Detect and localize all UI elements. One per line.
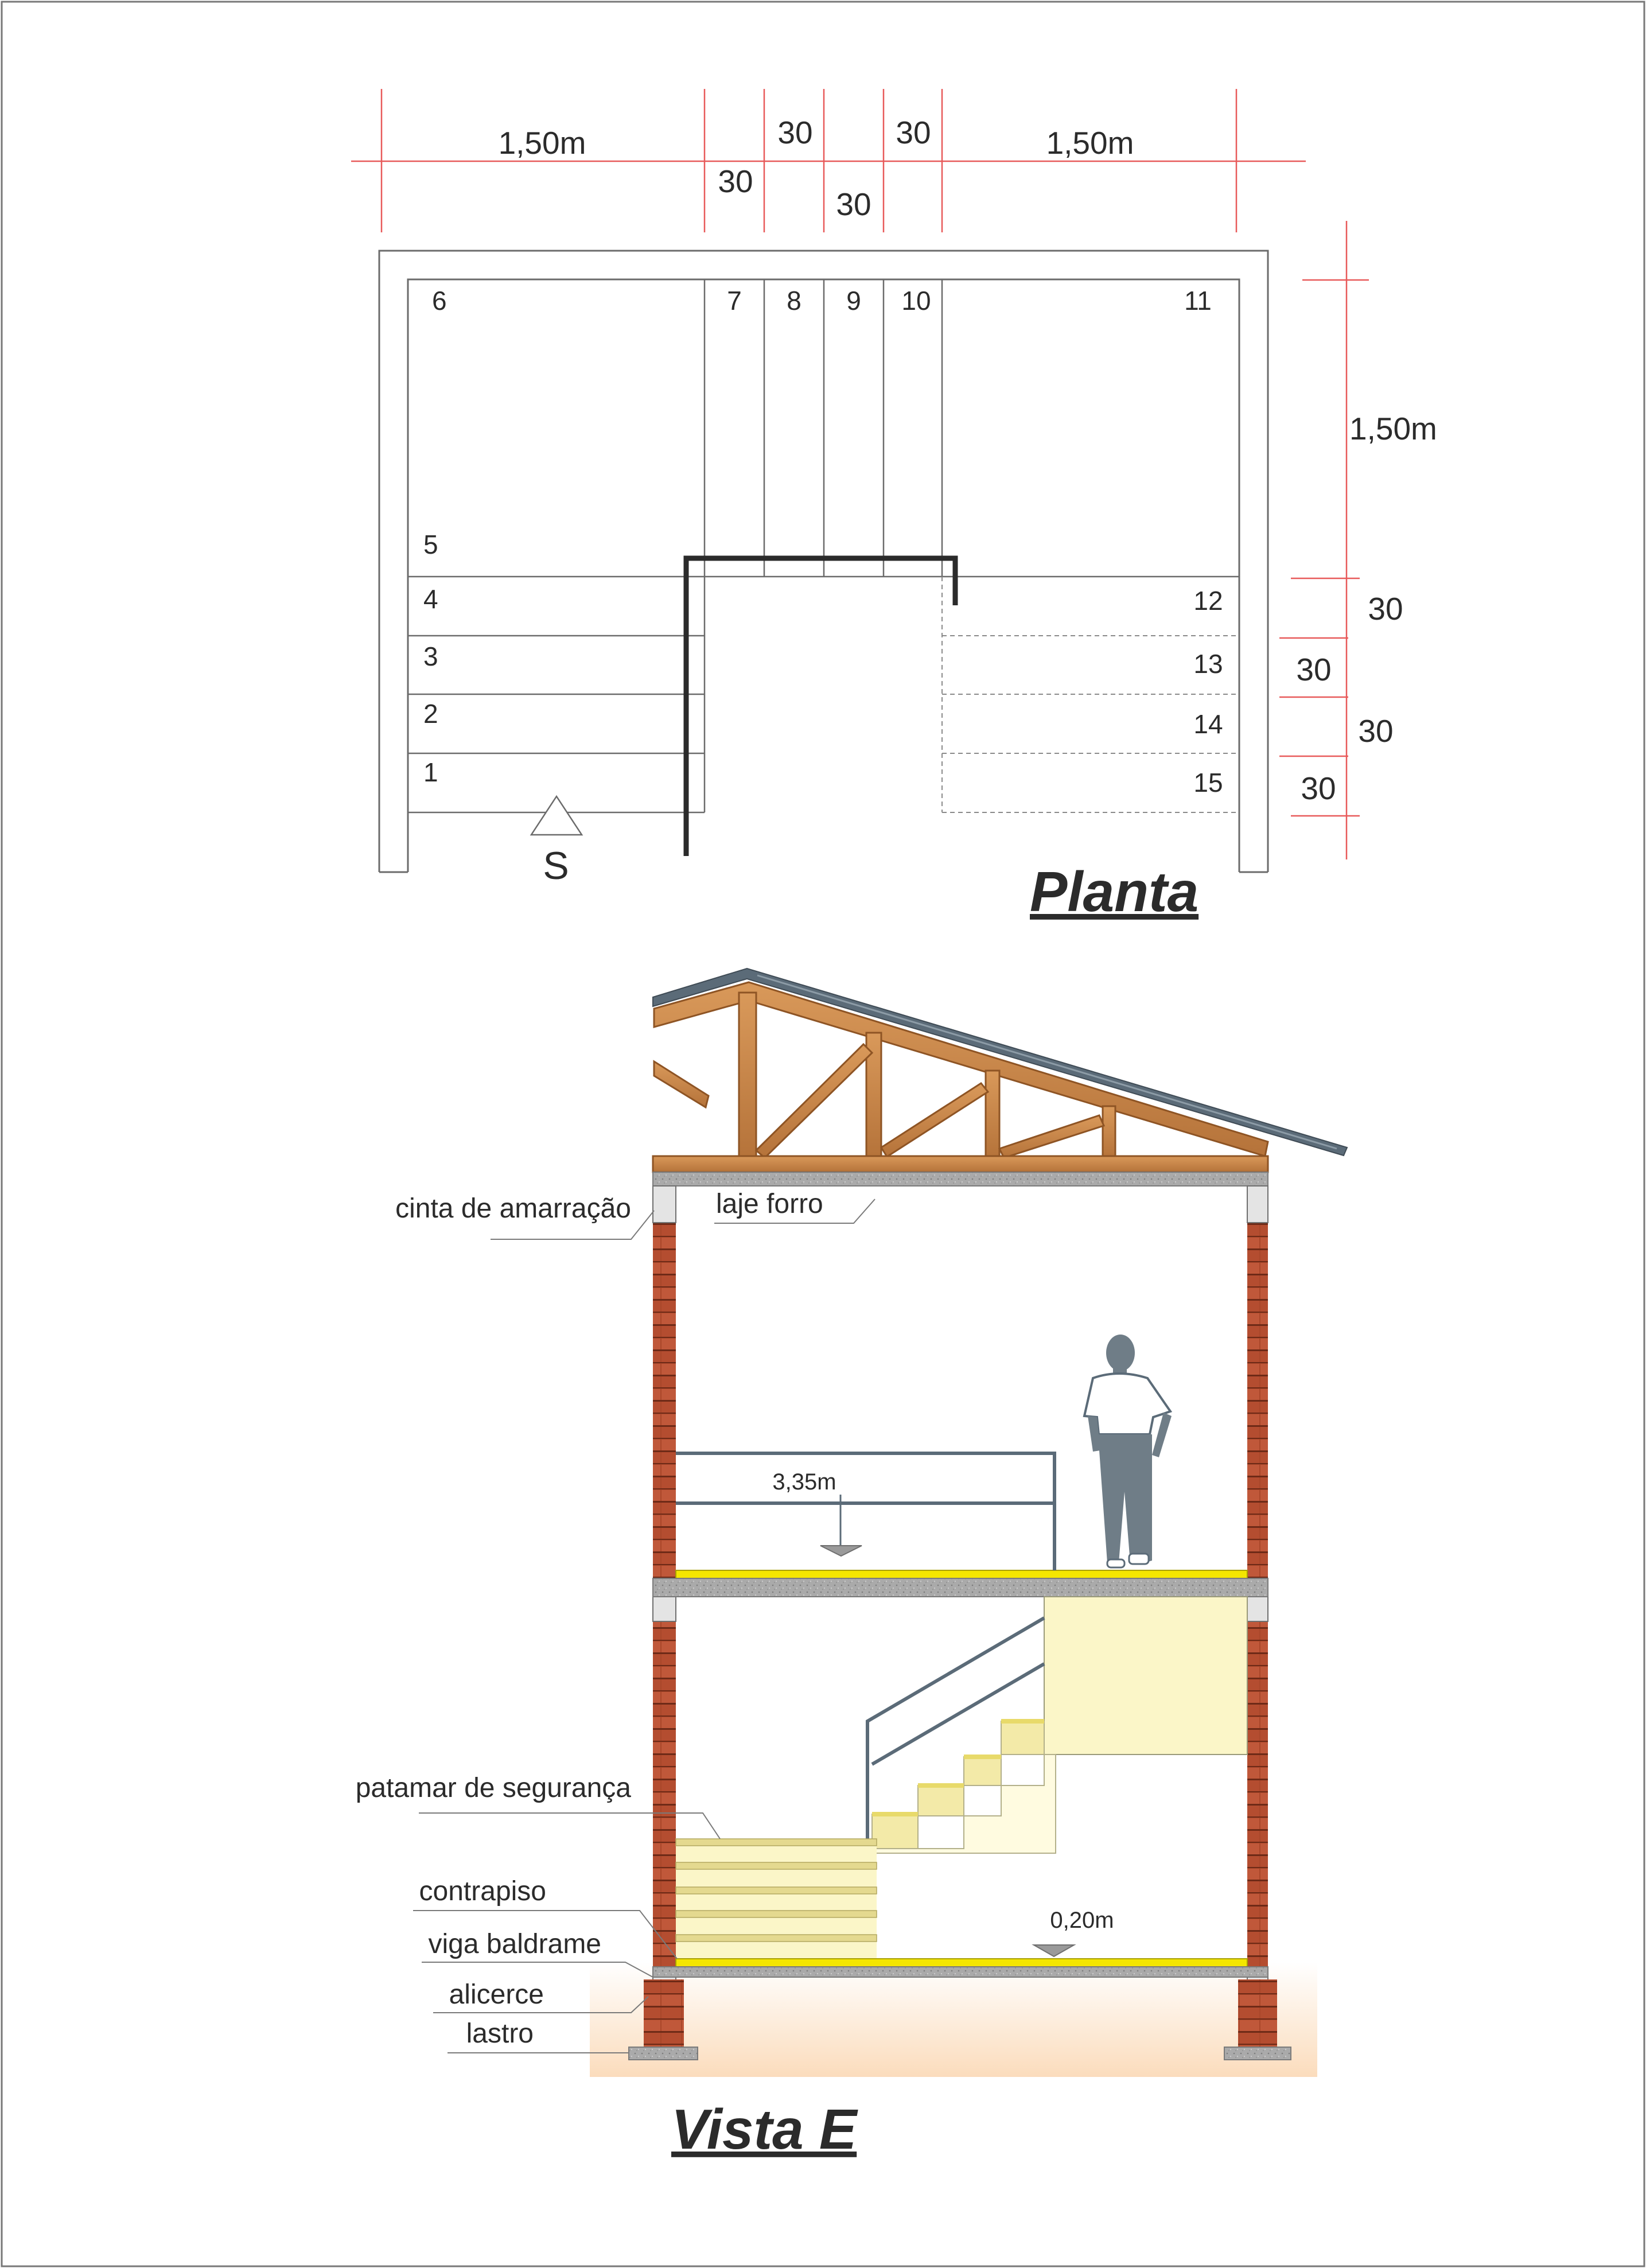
dim-right-height: 1,50m [1349,411,1437,446]
wall-left-upper [653,1186,676,1588]
step-number-8: 8 [787,286,801,316]
step-number-11: 11 [1184,286,1212,316]
step-number-7: 7 [727,286,742,316]
person-figure [1084,1335,1172,1567]
safety-landing [676,1839,877,1964]
upper-landing-block [1044,1597,1247,1755]
step-number-2: 2 [423,699,438,729]
upper-guardrail [676,1453,1054,1570]
step-number-15: 15 [1193,768,1223,798]
dim-top-left: 1,50m [498,125,586,161]
step-number-9: 9 [846,286,861,316]
step-number-1: 1 [423,757,438,787]
roof-ridges [757,975,1337,1149]
level-upper-label: 3,35m [772,1469,836,1495]
label-viga-baldrame: viga baldrame [428,1929,601,1959]
step-number-12: 12 [1193,586,1223,616]
dim-right-d: 30 [1301,771,1336,806]
upper-floor-slab [653,1578,1268,1597]
ceiling-slab [653,1172,1268,1186]
step-number-5: 5 [423,530,438,559]
step-number-14: 14 [1193,709,1223,739]
label-cinta-de-amarracao: cinta de amarração [395,1193,631,1224]
dim-top-right: 1,50m [1046,125,1134,161]
label-patamar-de-seguranca: patamar de segurança [355,1773,631,1803]
entrance-arrow-icon [531,796,582,835]
plan-handrail [686,558,955,856]
step-number-6: 6 [432,286,447,316]
entrance-label: S [543,844,569,888]
dim-step-a: 30 [718,164,753,199]
upper-floor-finish [676,1570,1247,1578]
step-number-13: 13 [1193,649,1223,679]
dim-step-b: 30 [777,115,813,150]
level-lower-label: 0,20m [1050,1908,1114,1933]
step-number-3: 3 [423,641,438,671]
ground-floor-finish [676,1959,1247,1967]
wall-right-lower [1247,1600,1268,1967]
level-lower-marker-icon [1034,1945,1074,1956]
dim-step-c: 30 [836,186,871,222]
plan-title: Planta [1030,860,1199,923]
plan-steps [408,279,1239,812]
dim-right-b: 30 [1296,652,1332,687]
roof-truss [653,982,1268,1172]
ground-soil [590,1962,1317,2077]
step-number-4: 4 [423,584,438,614]
wall-right-upper [1247,1186,1268,1588]
section-title: Vista E [671,2098,857,2161]
level-upper-marker-icon [820,1546,862,1556]
wall-left-lower [653,1600,676,1967]
dim-step-d: 30 [896,115,931,150]
plan-view [351,89,1437,923]
step-number-10: 10 [901,286,931,316]
section-view [356,968,1347,2161]
dim-right-c: 30 [1358,713,1394,749]
label-alicerce: alicerce [449,1979,544,2010]
label-contrapiso: contrapiso [419,1876,546,1907]
ground-floor-subfloor [653,1967,1268,1977]
label-laje-forro: laje forro [716,1189,823,1219]
label-lastro: lastro [466,2018,534,2049]
dim-right-a: 30 [1368,591,1403,627]
